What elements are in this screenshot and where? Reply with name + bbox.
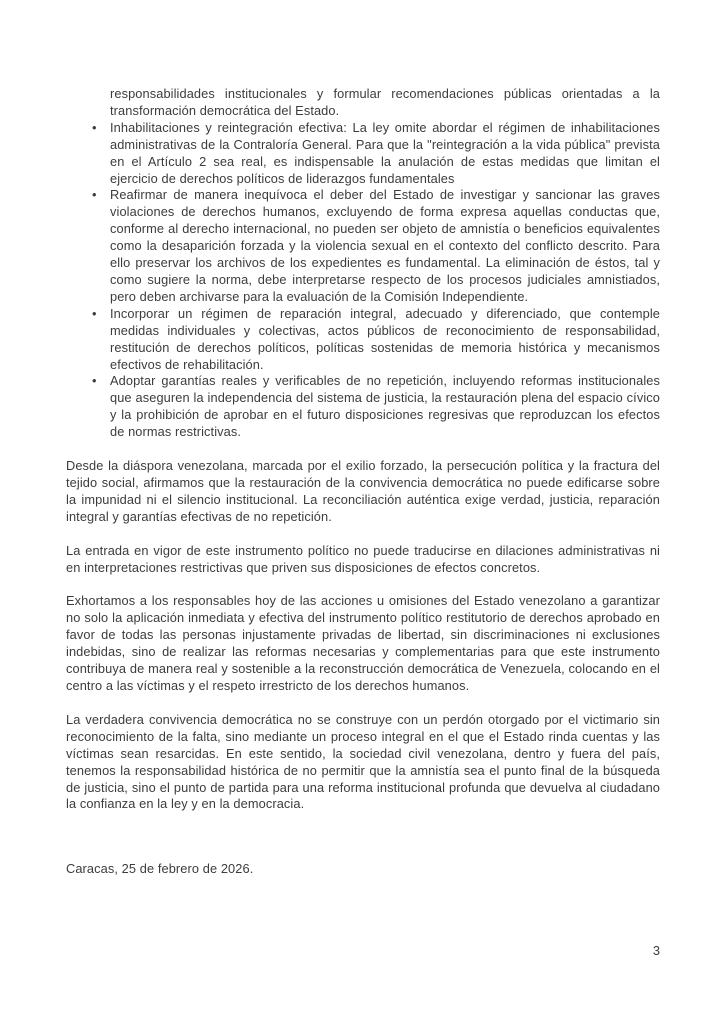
body-paragraph: La verdadera convivencia democrática no se construye con un perdón otorgado por el victimario sin reconocimiento de la falta, sino mediante un proceso integral en el que el Estado rinda cuentas y las víctimas sean resarcidas. En este sentido, la sociedad civil venezolana, dentro y fuera del país, tenemos la responsabilidad histórica de no permitir que la amnistía sea el punto final de la búsqueda de justicia, sino el punto de partida para una reforma institucional profunda que devuelva al ciudadano la confianza en la ley y en la democracia.	[66, 711, 660, 812]
list-item-text: Inhabilitaciones y reintegración efectiva: La ley omite abordar el régimen de inhabilitaciones administrativas de la Contraloría General. Para que la "reintegración a la vida pública" prevista en el Artículo 2 sea real, es indispensable la anulación de estas medidas que limitan el ejercicio de derechos políticos de liderazgos fundamentales	[110, 119, 660, 186]
document-body	[66, 86, 660, 878]
dateline: Caracas, 25 de febrero de 2026.	[66, 861, 254, 877]
bullet-icon: •	[92, 305, 97, 321]
list-item	[66, 120, 660, 188]
bullet-list	[66, 120, 660, 441]
list-item	[66, 373, 660, 441]
bullet-icon: •	[92, 187, 97, 203]
bullet-icon: •	[92, 119, 97, 135]
list-item	[66, 306, 660, 374]
list-item-text: Adoptar garantías reales y verificables de no repetición, incluyendo reformas institucionales que aseguren la independencia del sistema de justicia, la restauración plena del espacio cívico y la prohibición de aprobar en el futuro disposiciones regresivas que reproduzcan los efectos de normas restrictivas.	[110, 373, 660, 440]
list-item	[66, 187, 660, 305]
continuation-paragraph: responsabilidades institucionales y formular recomendaciones públicas orientadas a la transformación democrática del Estado.	[110, 86, 660, 118]
body-paragraph: La entrada en vigor de este instrumento político no puede traducirse en dilaciones administrativas ni en interpretaciones restrictivas que priven sus disposiciones de efectos concretos.	[66, 542, 660, 575]
list-item-text: Incorporar un régimen de reparación integral, adecuado y diferenciado, que contemple medidas individuales y colectivas, actos públicos de reconocimiento de responsabilidad, restitución de derechos políticos, políticas sostenidas de memoria histórica y mecanismos efectivos de rehabilitación.	[110, 305, 660, 372]
page-number: 3	[652, 943, 660, 958]
list-item-text: Reafirmar de manera inequívoca el deber del Estado de investigar y sancionar las graves violaciones de derechos humanos, excluyendo de forma expresa aquellas conductas que, conforme al derecho internacional, no pueden ser objeto de amnistía o beneficios equivalentes como la desaparición forzada y la violencia sexual en el contexto del conflicto descrito. Para ello preservar los archivos de los expedientes es fundamental. La eliminación de éstos, tal y como sugiere la norma, debe interpretarse respecto de los procesos judiciales amnistiados, pero deben archivarse para la evaluación de la Comisión Independiente.	[110, 187, 660, 304]
bullet-icon: •	[92, 373, 97, 389]
body-paragraph: Exhortamos a los responsables hoy de las acciones u omisiones del Estado venezolano a garantizar no solo la aplicación inmediata y efectiva del instrumento político restitutorio de derechos aprobado en favor de todas las personas injustamente privadas de libertad, sin discriminaciones ni exclusiones indebidas, sino de realizar las reformas necesarias y complementarias para que este instrumento contribuya de manera real y sostenible a la reconstrucción democrática de Venezuela, colocando en el centro a las víctimas y el respeto irrestricto de los derechos humanos.	[66, 593, 660, 693]
body-paragraph: Desde la diáspora venezolana, marcada por el exilio forzado, la persecución política y la fractura del tejido social, afirmamos que la restauración de la convivencia democrática no puede edificarse sobre la impunidad ni el silencio institucional. La reconciliación auténtica exige verdad, justicia, reparación integral y garantías efectivas de no repetición.	[66, 458, 660, 524]
